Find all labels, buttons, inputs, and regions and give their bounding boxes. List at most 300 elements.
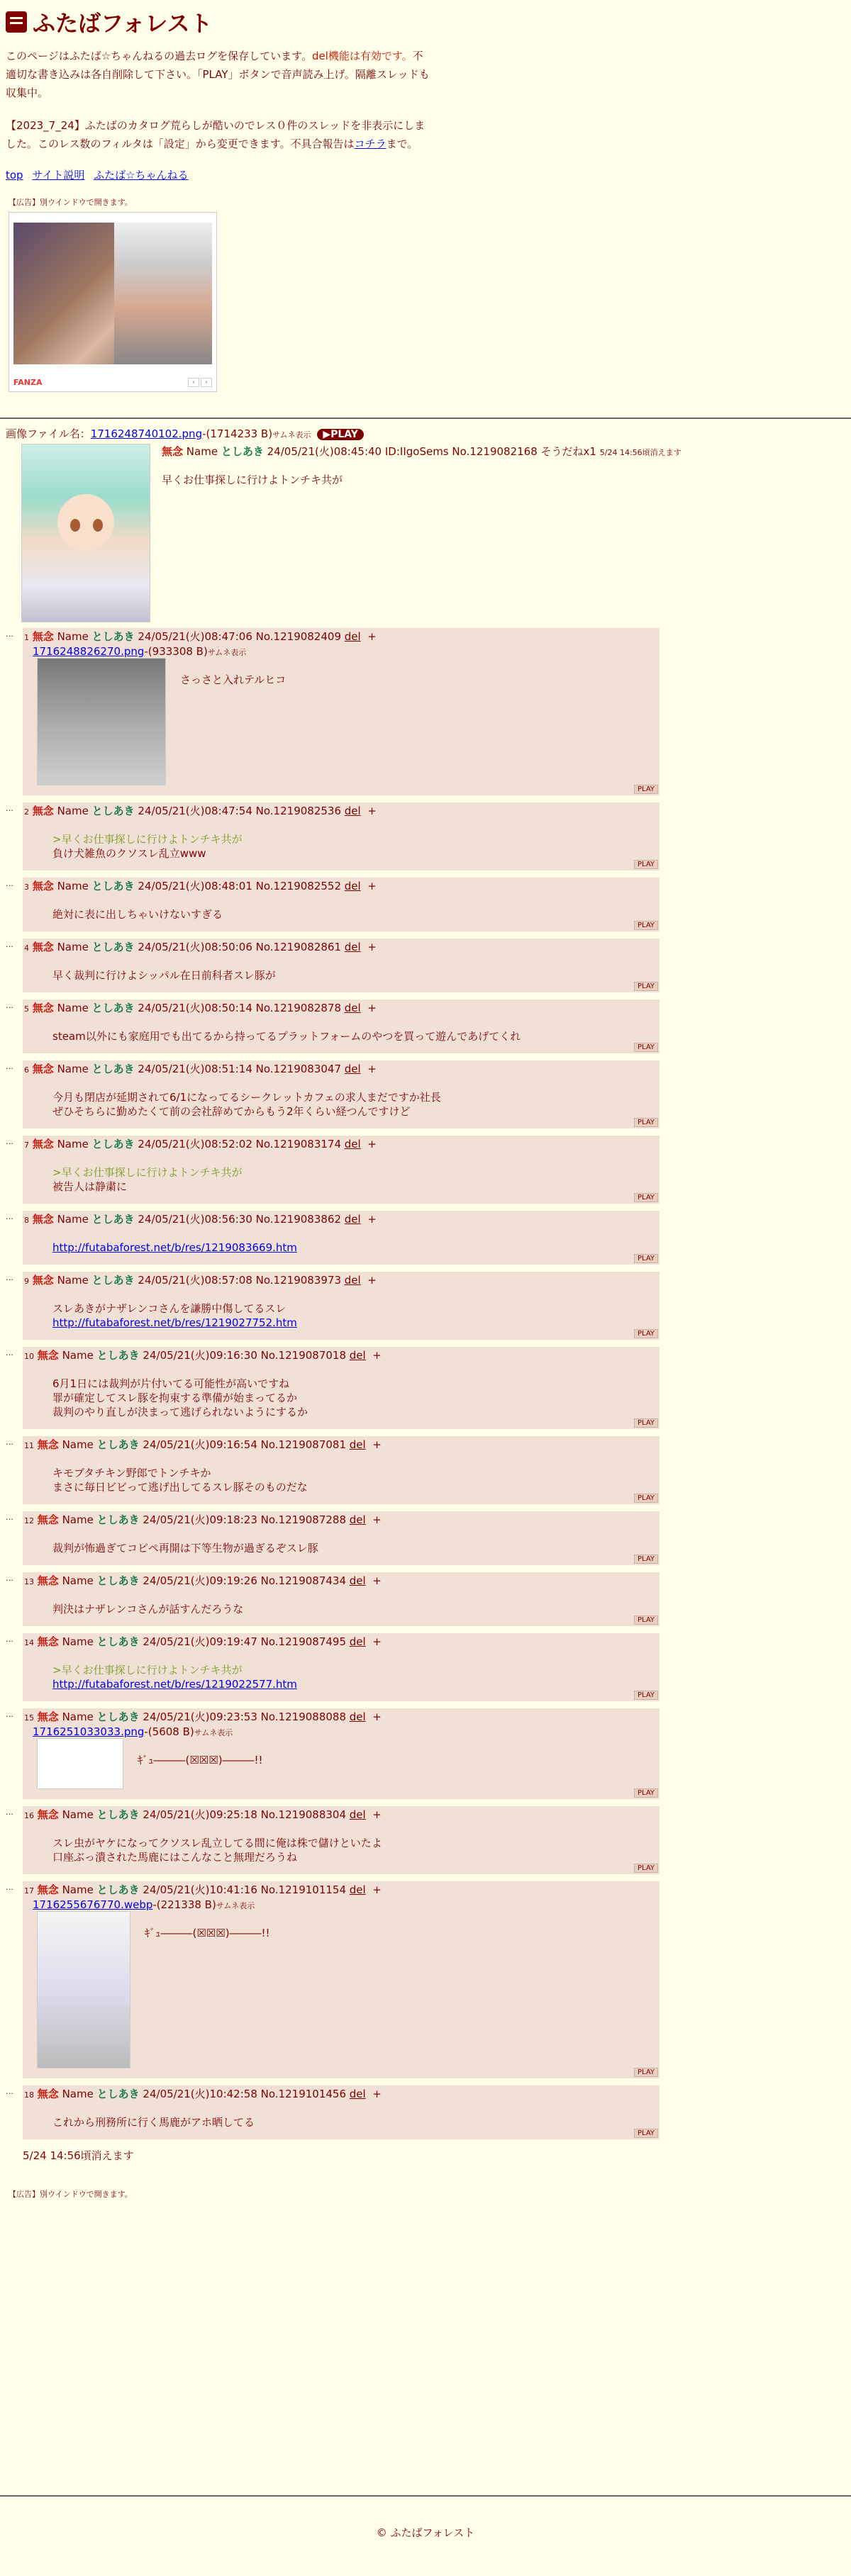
reply-row bbox=[6, 1272, 845, 1340]
reply-name-label: Name bbox=[62, 1710, 94, 1723]
reply-play-button[interactable]: PLAY bbox=[634, 921, 658, 930]
reply-body bbox=[52, 1090, 658, 1119]
reply-dots: … bbox=[6, 1137, 13, 1146]
reply-name-label: Name bbox=[62, 1438, 94, 1451]
reply-title: 無念 bbox=[37, 1710, 59, 1723]
reply-thumbnail[interactable] bbox=[37, 658, 166, 785]
ad-brand: FANZA bbox=[13, 378, 43, 387]
reply-no: No.1219083047 bbox=[255, 1063, 341, 1075]
reply-name-label: Name bbox=[62, 2088, 94, 2100]
reply-title: 無念 bbox=[32, 805, 54, 817]
reply-name: としあき bbox=[91, 630, 135, 643]
plus-button[interactable]: + bbox=[367, 941, 377, 953]
reply-body bbox=[52, 1836, 658, 1864]
reply-no: No.1219082878 bbox=[255, 1002, 341, 1014]
reply-number: 16 bbox=[24, 1811, 34, 1820]
plus-button[interactable]: + bbox=[372, 1438, 382, 1451]
reply-link[interactable]: http://futabaforest.net/b/res/1219027752.htm bbox=[52, 1316, 297, 1329]
reply-row bbox=[6, 1572, 845, 1626]
thumb-note: サムネ表示 bbox=[216, 1901, 255, 1910]
reply-line: 口座ぶっ潰された馬鹿にはこんなこと無理だろうね bbox=[52, 1851, 298, 1864]
reply-post bbox=[23, 939, 660, 992]
reply-name-label: Name bbox=[62, 1349, 94, 1362]
reply-line: さっさと入れテルヒコ bbox=[180, 673, 287, 686]
reply-line: 被告人は静粛に bbox=[52, 1180, 128, 1193]
intro2-a: 【2023_7_24】ふたばのカタログ荒らしが酷いのでレス０件のスレッドを非表示にしました。このレス数のフィルタは「設定」から変更できます。不具合報告は bbox=[6, 119, 425, 150]
reply-row bbox=[6, 878, 845, 931]
reply-header bbox=[24, 1348, 658, 1364]
reply-name-label: Name bbox=[57, 941, 89, 953]
reply-play-button[interactable]: PLAY bbox=[634, 1788, 658, 1798]
reply-line: まさに毎日ビビって逃げ出してるスレ豚そのものだな bbox=[52, 1481, 308, 1494]
reply-dots: … bbox=[6, 1808, 13, 1817]
reply-dots: … bbox=[6, 879, 13, 888]
reply-play-button[interactable]: PLAY bbox=[634, 1193, 658, 1202]
reply-post bbox=[23, 878, 660, 931]
del-link[interactable]: del bbox=[349, 1349, 366, 1362]
reply-body bbox=[52, 1602, 658, 1616]
reply-date: 24/05/21(火)09:18:23 bbox=[143, 1513, 257, 1526]
op-thumbnail[interactable] bbox=[21, 444, 150, 622]
ad-banner[interactable] bbox=[9, 212, 217, 392]
reply-line: 負け犬雑魚のクソスレ乱立www bbox=[52, 847, 206, 860]
reply-post bbox=[23, 1211, 660, 1265]
reply-thumbnail[interactable] bbox=[37, 1738, 123, 1789]
reply-name: としあき bbox=[96, 1635, 140, 1648]
reply-line: steam以外にも家庭用でも出てるから持ってるプラットフォームのやつを買って遊んであげてくれ bbox=[52, 1030, 521, 1043]
reply-body bbox=[52, 832, 658, 861]
reply-title: 無念 bbox=[37, 1513, 59, 1526]
del-link[interactable]: del bbox=[349, 1438, 366, 1451]
reply-no: No.1219083862 bbox=[255, 1213, 341, 1226]
reply-date: 24/05/21(火)09:19:47 bbox=[143, 1635, 257, 1648]
reply-name: としあき bbox=[91, 1274, 135, 1287]
reply-dots: … bbox=[6, 1710, 13, 1719]
reply-title: 無念 bbox=[32, 1138, 54, 1150]
reply-post bbox=[23, 1347, 660, 1429]
reply-link[interactable]: http://futabaforest.net/b/res/1219083669.htm bbox=[52, 1241, 297, 1254]
reply-line: これから刑務所に行く馬鹿がアホ晒してる bbox=[52, 2116, 255, 2129]
plus-button[interactable]: + bbox=[372, 1710, 382, 1723]
reply-file-link[interactable]: 1716251033033.png bbox=[33, 1725, 145, 1738]
reply-line: スレ虫がヤケになってクソスレ乱立してる間に俺は株で儲けといたよ bbox=[52, 1837, 382, 1849]
reply-post bbox=[23, 1272, 660, 1340]
reply-header bbox=[24, 629, 658, 645]
intro1-red: del機能は有効です。 bbox=[311, 50, 413, 62]
reply-date: 24/05/21(火)10:42:58 bbox=[143, 2088, 257, 2100]
page-header bbox=[0, 0, 851, 392]
reply-name: としあき bbox=[96, 1710, 140, 1723]
plus-button[interactable]: + bbox=[367, 1063, 377, 1075]
reply-row bbox=[6, 1060, 845, 1129]
op-body: 早くお仕事探しに行けよトンチキ共が bbox=[162, 474, 343, 486]
op-file-size: -(1714233 B) bbox=[202, 427, 273, 440]
reply-header bbox=[24, 1438, 658, 1453]
thumb-eye bbox=[70, 519, 80, 532]
reply-post bbox=[23, 2085, 660, 2139]
reply-line: 判決はナザレンコさんが話すんだろうな bbox=[52, 1603, 244, 1615]
reply-no: No.1219088088 bbox=[260, 1710, 346, 1723]
reply-number: 14 bbox=[24, 1638, 34, 1647]
del-link[interactable]: del bbox=[349, 1635, 366, 1648]
reply-play-button[interactable]: PLAY bbox=[634, 785, 658, 794]
reply-name: としあき bbox=[91, 1002, 135, 1014]
reply-row bbox=[6, 939, 845, 992]
plus-button[interactable]: + bbox=[372, 1883, 382, 1896]
reply-name: としあき bbox=[96, 1808, 140, 1821]
reply-date: 24/05/21(火)09:16:30 bbox=[143, 1349, 257, 1362]
reply-no: No.1219101456 bbox=[260, 2088, 346, 2100]
del-link[interactable]: del bbox=[349, 2088, 366, 2100]
reply-header bbox=[24, 1635, 658, 1650]
reply-dots: … bbox=[6, 940, 13, 949]
reply-play-button[interactable]: PLAY bbox=[634, 2129, 658, 2138]
reply-link[interactable]: http://futabaforest.net/b/res/1219022577.htm bbox=[52, 1678, 297, 1691]
reply-quote: >早くお仕事探しに行けよトンチキ共が bbox=[52, 1166, 243, 1179]
del-link[interactable]: del bbox=[349, 1513, 366, 1526]
reply-name-label: Name bbox=[57, 1002, 89, 1014]
reply-play-button[interactable]: PLAY bbox=[634, 982, 658, 991]
reply-post bbox=[23, 1572, 660, 1626]
plus-button[interactable]: + bbox=[372, 1349, 382, 1362]
del-link[interactable]: del bbox=[344, 1138, 361, 1150]
reply-name-label: Name bbox=[57, 1138, 89, 1150]
copyright: © ふたばフォレスト bbox=[376, 2526, 475, 2539]
footer-divider bbox=[0, 2495, 851, 2497]
nav-futaba-link[interactable]: ふたば☆ちゃんねる bbox=[94, 169, 189, 181]
reply-header bbox=[24, 1574, 658, 1589]
op-id: ID:IIgoSems bbox=[384, 445, 449, 458]
reply-play-button[interactable]: PLAY bbox=[634, 1254, 658, 1263]
reply-body bbox=[180, 672, 286, 785]
reply-body bbox=[52, 1663, 658, 1691]
reply-no: No.1219101154 bbox=[260, 1883, 346, 1896]
reply-line: ｷﾞｭ―――(☒☒☒)―――!! bbox=[138, 1754, 263, 1766]
reply-number: 2 bbox=[24, 807, 29, 817]
ad-image-2[interactable] bbox=[114, 223, 212, 364]
op-date: 24/05/21(火)08:45:40 bbox=[267, 445, 382, 458]
reply-number: 5 bbox=[24, 1004, 29, 1014]
reply-dots: … bbox=[6, 1273, 13, 1282]
reply-name: としあき bbox=[96, 1513, 140, 1526]
reply-body bbox=[52, 1165, 658, 1194]
plus-button[interactable]: + bbox=[367, 805, 377, 817]
del-link[interactable]: del bbox=[344, 1274, 361, 1287]
op-play-button[interactable]: ▶PLAY bbox=[317, 429, 364, 440]
reply-row bbox=[6, 1708, 845, 1799]
reply-header bbox=[24, 1273, 658, 1289]
reply-row bbox=[6, 1806, 845, 1874]
reply-header bbox=[24, 1001, 658, 1017]
op-name-label: Name bbox=[186, 445, 218, 458]
reply-name-label: Name bbox=[62, 1808, 94, 1821]
reply-dots: … bbox=[6, 1212, 13, 1221]
reply-body bbox=[52, 1301, 658, 1330]
reply-number: 6 bbox=[24, 1065, 29, 1075]
reply-play-button[interactable]: PLAY bbox=[634, 860, 658, 869]
reply-date: 24/05/21(火)08:50:06 bbox=[138, 941, 252, 953]
op-no: No.1219082168 bbox=[452, 445, 538, 458]
reply-no: No.1219083973 bbox=[255, 1274, 341, 1287]
reply-play-button[interactable]: PLAY bbox=[634, 1043, 658, 1052]
reply-quote: >早くお仕事探しに行けよトンチキ共が bbox=[52, 833, 243, 846]
del-link[interactable]: del bbox=[344, 1002, 361, 1014]
reply-name: としあき bbox=[91, 880, 135, 892]
reply-number: 8 bbox=[24, 1216, 29, 1225]
reply-play-button[interactable]: PLAY bbox=[634, 1691, 658, 1700]
reply-title: 無念 bbox=[37, 1808, 59, 1821]
reply-name-label: Name bbox=[62, 1574, 94, 1587]
reply-header bbox=[24, 1808, 658, 1823]
reply-header bbox=[24, 1883, 658, 1898]
reply-play-button[interactable]: PLAY bbox=[634, 1864, 658, 1873]
reply-row bbox=[6, 1511, 845, 1565]
reply-dots: … bbox=[6, 1001, 13, 1010]
replies bbox=[6, 628, 845, 2139]
reply-row bbox=[6, 2085, 845, 2139]
footer bbox=[0, 2495, 851, 2540]
logo-icon bbox=[6, 11, 27, 33]
del-link[interactable]: del bbox=[349, 1710, 366, 1723]
reply-date: 24/05/21(火)09:25:18 bbox=[143, 1808, 257, 1821]
reply-title: 無念 bbox=[37, 1883, 59, 1896]
bottom-ad-note: 【広告】別ウインドウで開きます。 bbox=[9, 2190, 133, 2199]
reply-dots: … bbox=[6, 1883, 13, 1892]
reply-no: No.1219082409 bbox=[255, 630, 341, 643]
reply-post bbox=[23, 1060, 660, 1129]
reply-date: 24/05/21(火)08:47:06 bbox=[138, 630, 252, 643]
reply-name: としあき bbox=[96, 1349, 140, 1362]
reply-no: No.1219087434 bbox=[260, 1574, 346, 1587]
reply-play-button[interactable]: PLAY bbox=[634, 1615, 658, 1625]
reply-name-label: Name bbox=[62, 1635, 94, 1648]
reply-line: スレあきがナザレンコさんを謙勝中傷してるスレ bbox=[52, 1302, 287, 1315]
reply-play-button[interactable]: PLAY bbox=[634, 1118, 658, 1127]
reply-row bbox=[6, 1881, 845, 2078]
op-post bbox=[6, 444, 845, 621]
reply-name: としあき bbox=[91, 941, 135, 953]
del-link[interactable]: del bbox=[349, 1808, 366, 1821]
reply-name: としあき bbox=[96, 1574, 140, 1587]
reply-line: 今月も閉店が延期されて6/1になってるシークレットカフェの求人まだですか社長 bbox=[52, 1091, 441, 1104]
reply-date: 24/05/21(火)08:51:14 bbox=[138, 1063, 252, 1075]
reply-title: 無念 bbox=[32, 630, 54, 643]
reply-name-label: Name bbox=[62, 1513, 94, 1526]
reply-number: 12 bbox=[24, 1516, 34, 1525]
plus-button[interactable]: + bbox=[372, 2088, 382, 2100]
reply-file-link[interactable]: 1716255676770.webp bbox=[33, 1898, 153, 1911]
reply-body bbox=[138, 1752, 263, 1789]
reply-file-link[interactable]: 1716248826270.png bbox=[33, 645, 145, 658]
plus-button[interactable]: + bbox=[367, 630, 377, 643]
reply-name: としあき bbox=[91, 805, 135, 817]
reply-header bbox=[24, 940, 658, 956]
thumb-note: サムネ表示 bbox=[194, 1728, 233, 1737]
reply-title: 無念 bbox=[37, 1635, 59, 1648]
reply-name: としあき bbox=[96, 1883, 140, 1896]
reply-date: 24/05/21(火)08:52:02 bbox=[138, 1138, 252, 1150]
plus-button[interactable]: + bbox=[367, 1138, 377, 1150]
reply-date: 24/05/21(火)08:47:54 bbox=[138, 805, 252, 817]
del-link[interactable]: del bbox=[344, 1063, 361, 1075]
reply-file-size: -(221338 B) bbox=[152, 1898, 216, 1911]
reply-post bbox=[23, 1881, 660, 2078]
reply-name-label: Name bbox=[57, 1063, 89, 1075]
del-link[interactable]: del bbox=[344, 630, 361, 643]
reply-file-size: -(933308 B) bbox=[144, 645, 208, 658]
reply-header bbox=[24, 1137, 658, 1153]
reply-play-button[interactable]: PLAY bbox=[634, 1329, 658, 1338]
reply-number: 11 bbox=[24, 1441, 34, 1450]
reply-number: 1 bbox=[24, 633, 29, 642]
site-title-text: ふたばフォレスト bbox=[33, 10, 213, 37]
reply-dots: … bbox=[6, 1635, 13, 1644]
intro1-b: 不適切な書き込みは各自削除して下さい。「PLAY」ボタンで音声読み上げ。隔離スレッドも収集中。 bbox=[6, 50, 430, 99]
reply-no: No.1219082861 bbox=[255, 941, 341, 953]
reply-name: としあき bbox=[96, 1438, 140, 1451]
reply-line: 裁判が怖過ぎてコピペ再開は下等生物が過ぎるぞスレ豚 bbox=[52, 1542, 318, 1555]
reply-image-wrap bbox=[37, 658, 658, 785]
reply-title: 無念 bbox=[32, 1274, 54, 1287]
del-link[interactable]: del bbox=[344, 941, 361, 953]
reply-dots: … bbox=[6, 1574, 13, 1583]
plus-button[interactable]: + bbox=[367, 1002, 377, 1014]
reply-date: 24/05/21(火)08:48:01 bbox=[138, 880, 252, 892]
thread bbox=[0, 419, 851, 2207]
reply-title: 無念 bbox=[37, 1349, 59, 1362]
del-link[interactable]: del bbox=[344, 880, 361, 892]
op-file-link[interactable]: 1716248740102.png bbox=[90, 427, 203, 440]
reply-no: No.1219087495 bbox=[260, 1635, 346, 1648]
reply-body bbox=[52, 1241, 658, 1255]
op-name: としあき bbox=[221, 445, 264, 458]
reply-body bbox=[52, 968, 658, 982]
nav-top-link[interactable]: top bbox=[6, 169, 23, 181]
reply-thumbnail[interactable] bbox=[37, 1911, 130, 2068]
reply-title: 無念 bbox=[32, 880, 54, 892]
reply-row bbox=[6, 999, 845, 1053]
reply-dots: … bbox=[6, 629, 13, 639]
reply-header bbox=[24, 1062, 658, 1077]
op-title: 無念 bbox=[162, 445, 184, 458]
reply-number: 10 bbox=[24, 1352, 34, 1361]
reply-dots: … bbox=[6, 1348, 13, 1357]
file-label: 画像ファイル名： bbox=[6, 427, 91, 440]
reply-name-label: Name bbox=[57, 880, 89, 892]
reply-name-label: Name bbox=[57, 1274, 89, 1287]
reply-play-button[interactable]: PLAY bbox=[634, 1555, 658, 1564]
op-play-label: PLAY bbox=[330, 429, 358, 440]
reply-number: 3 bbox=[24, 883, 29, 892]
reply-play-button[interactable]: PLAY bbox=[634, 1418, 658, 1428]
reply-row bbox=[6, 1347, 845, 1429]
intro1-a: このページはふたば☆ちゃんねるの過去ログを保存しています。 bbox=[6, 50, 312, 62]
thread-expire-note: 5/24 14:56頃消えます bbox=[23, 2149, 134, 2162]
plus-button[interactable]: + bbox=[372, 1574, 382, 1587]
reply-image-wrap bbox=[37, 1911, 658, 2068]
reply-body bbox=[52, 1377, 658, 1419]
plus-button[interactable]: + bbox=[367, 880, 377, 892]
reply-file-line bbox=[33, 1898, 658, 1911]
reply-date: 24/05/21(火)09:19:26 bbox=[143, 1574, 257, 1587]
reply-line: 6月1日には裁判が片付いてる可能性が高いですね bbox=[52, 1377, 290, 1390]
reply-post bbox=[23, 999, 660, 1053]
reply-play-button[interactable]: PLAY bbox=[634, 1494, 658, 1503]
thumb-note: サムネ表示 bbox=[207, 648, 247, 657]
reply-file-line bbox=[33, 645, 658, 658]
intro-paragraph-1 bbox=[6, 47, 431, 102]
reply-line: 裁判のやり直しが決まって逃げられないようにするか bbox=[52, 1406, 308, 1418]
reply-row bbox=[6, 628, 845, 795]
del-link[interactable]: del bbox=[344, 805, 361, 817]
plus-button[interactable]: + bbox=[372, 1635, 382, 1648]
reply-post bbox=[23, 1136, 660, 1204]
reply-header bbox=[24, 804, 658, 819]
reply-title: 無念 bbox=[37, 1438, 59, 1451]
plus-button[interactable]: + bbox=[367, 1213, 377, 1226]
thumb-eye bbox=[93, 519, 103, 532]
reply-title: 無念 bbox=[32, 1002, 54, 1014]
plus-button[interactable]: + bbox=[372, 1513, 382, 1526]
reply-dots: … bbox=[6, 1062, 13, 1071]
del-link[interactable]: del bbox=[344, 1213, 361, 1226]
reply-post bbox=[23, 1511, 660, 1565]
reply-number: 17 bbox=[24, 1886, 34, 1895]
ad-prev-icon[interactable]: ‹ bbox=[188, 378, 199, 387]
thumb-face bbox=[57, 494, 114, 551]
del-link[interactable]: del bbox=[349, 1574, 366, 1587]
ad-next-icon[interactable]: › bbox=[201, 378, 212, 387]
reply-post bbox=[23, 802, 660, 870]
reply-play-button[interactable]: PLAY bbox=[634, 2068, 658, 2077]
reply-line: 早く裁判に行けよシッパル在日前科者スレ豚が bbox=[52, 969, 276, 982]
reply-header bbox=[24, 1212, 658, 1228]
reply-name-label: Name bbox=[62, 1883, 94, 1896]
op-header bbox=[162, 444, 682, 459]
ad-note: 【広告】別ウインドウで開きます。 bbox=[9, 198, 133, 207]
intro2-b: まで。 bbox=[386, 138, 418, 150]
reply-row bbox=[6, 802, 845, 870]
reply-date: 24/05/21(火)09:23:53 bbox=[143, 1710, 257, 1723]
reply-date: 24/05/21(火)08:56:30 bbox=[138, 1213, 252, 1226]
reply-title: 無念 bbox=[32, 1063, 54, 1075]
reply-no: No.1219082552 bbox=[255, 880, 341, 892]
reply-number: 4 bbox=[24, 943, 29, 953]
reply-dots: … bbox=[6, 2087, 13, 2096]
reply-post bbox=[23, 1806, 660, 1874]
nav-about-link[interactable]: サイト説明 bbox=[32, 169, 85, 181]
plus-button[interactable]: + bbox=[367, 1274, 377, 1287]
del-link[interactable]: del bbox=[349, 1883, 366, 1896]
reply-date: 24/05/21(火)09:16:54 bbox=[143, 1438, 257, 1451]
site-title[interactable] bbox=[6, 6, 845, 38]
reply-title: 無念 bbox=[32, 941, 54, 953]
op-soudane[interactable]: そうだねx1 bbox=[540, 445, 596, 458]
reply-number: 7 bbox=[24, 1141, 29, 1150]
plus-button[interactable]: + bbox=[372, 1808, 382, 1821]
reply-file-size: -(5608 B) bbox=[144, 1725, 194, 1738]
reply-name-label: Name bbox=[57, 1213, 89, 1226]
reply-row bbox=[6, 1136, 845, 1204]
reply-number: 18 bbox=[24, 2090, 34, 2100]
reply-row bbox=[6, 1211, 845, 1265]
reply-title: 無念 bbox=[32, 1213, 54, 1226]
reply-name-label: Name bbox=[57, 805, 89, 817]
report-link[interactable]: コチラ bbox=[354, 138, 386, 150]
intro-paragraph-2 bbox=[6, 116, 431, 153]
reply-name: としあき bbox=[96, 2088, 140, 2100]
reply-post bbox=[23, 1436, 660, 1504]
